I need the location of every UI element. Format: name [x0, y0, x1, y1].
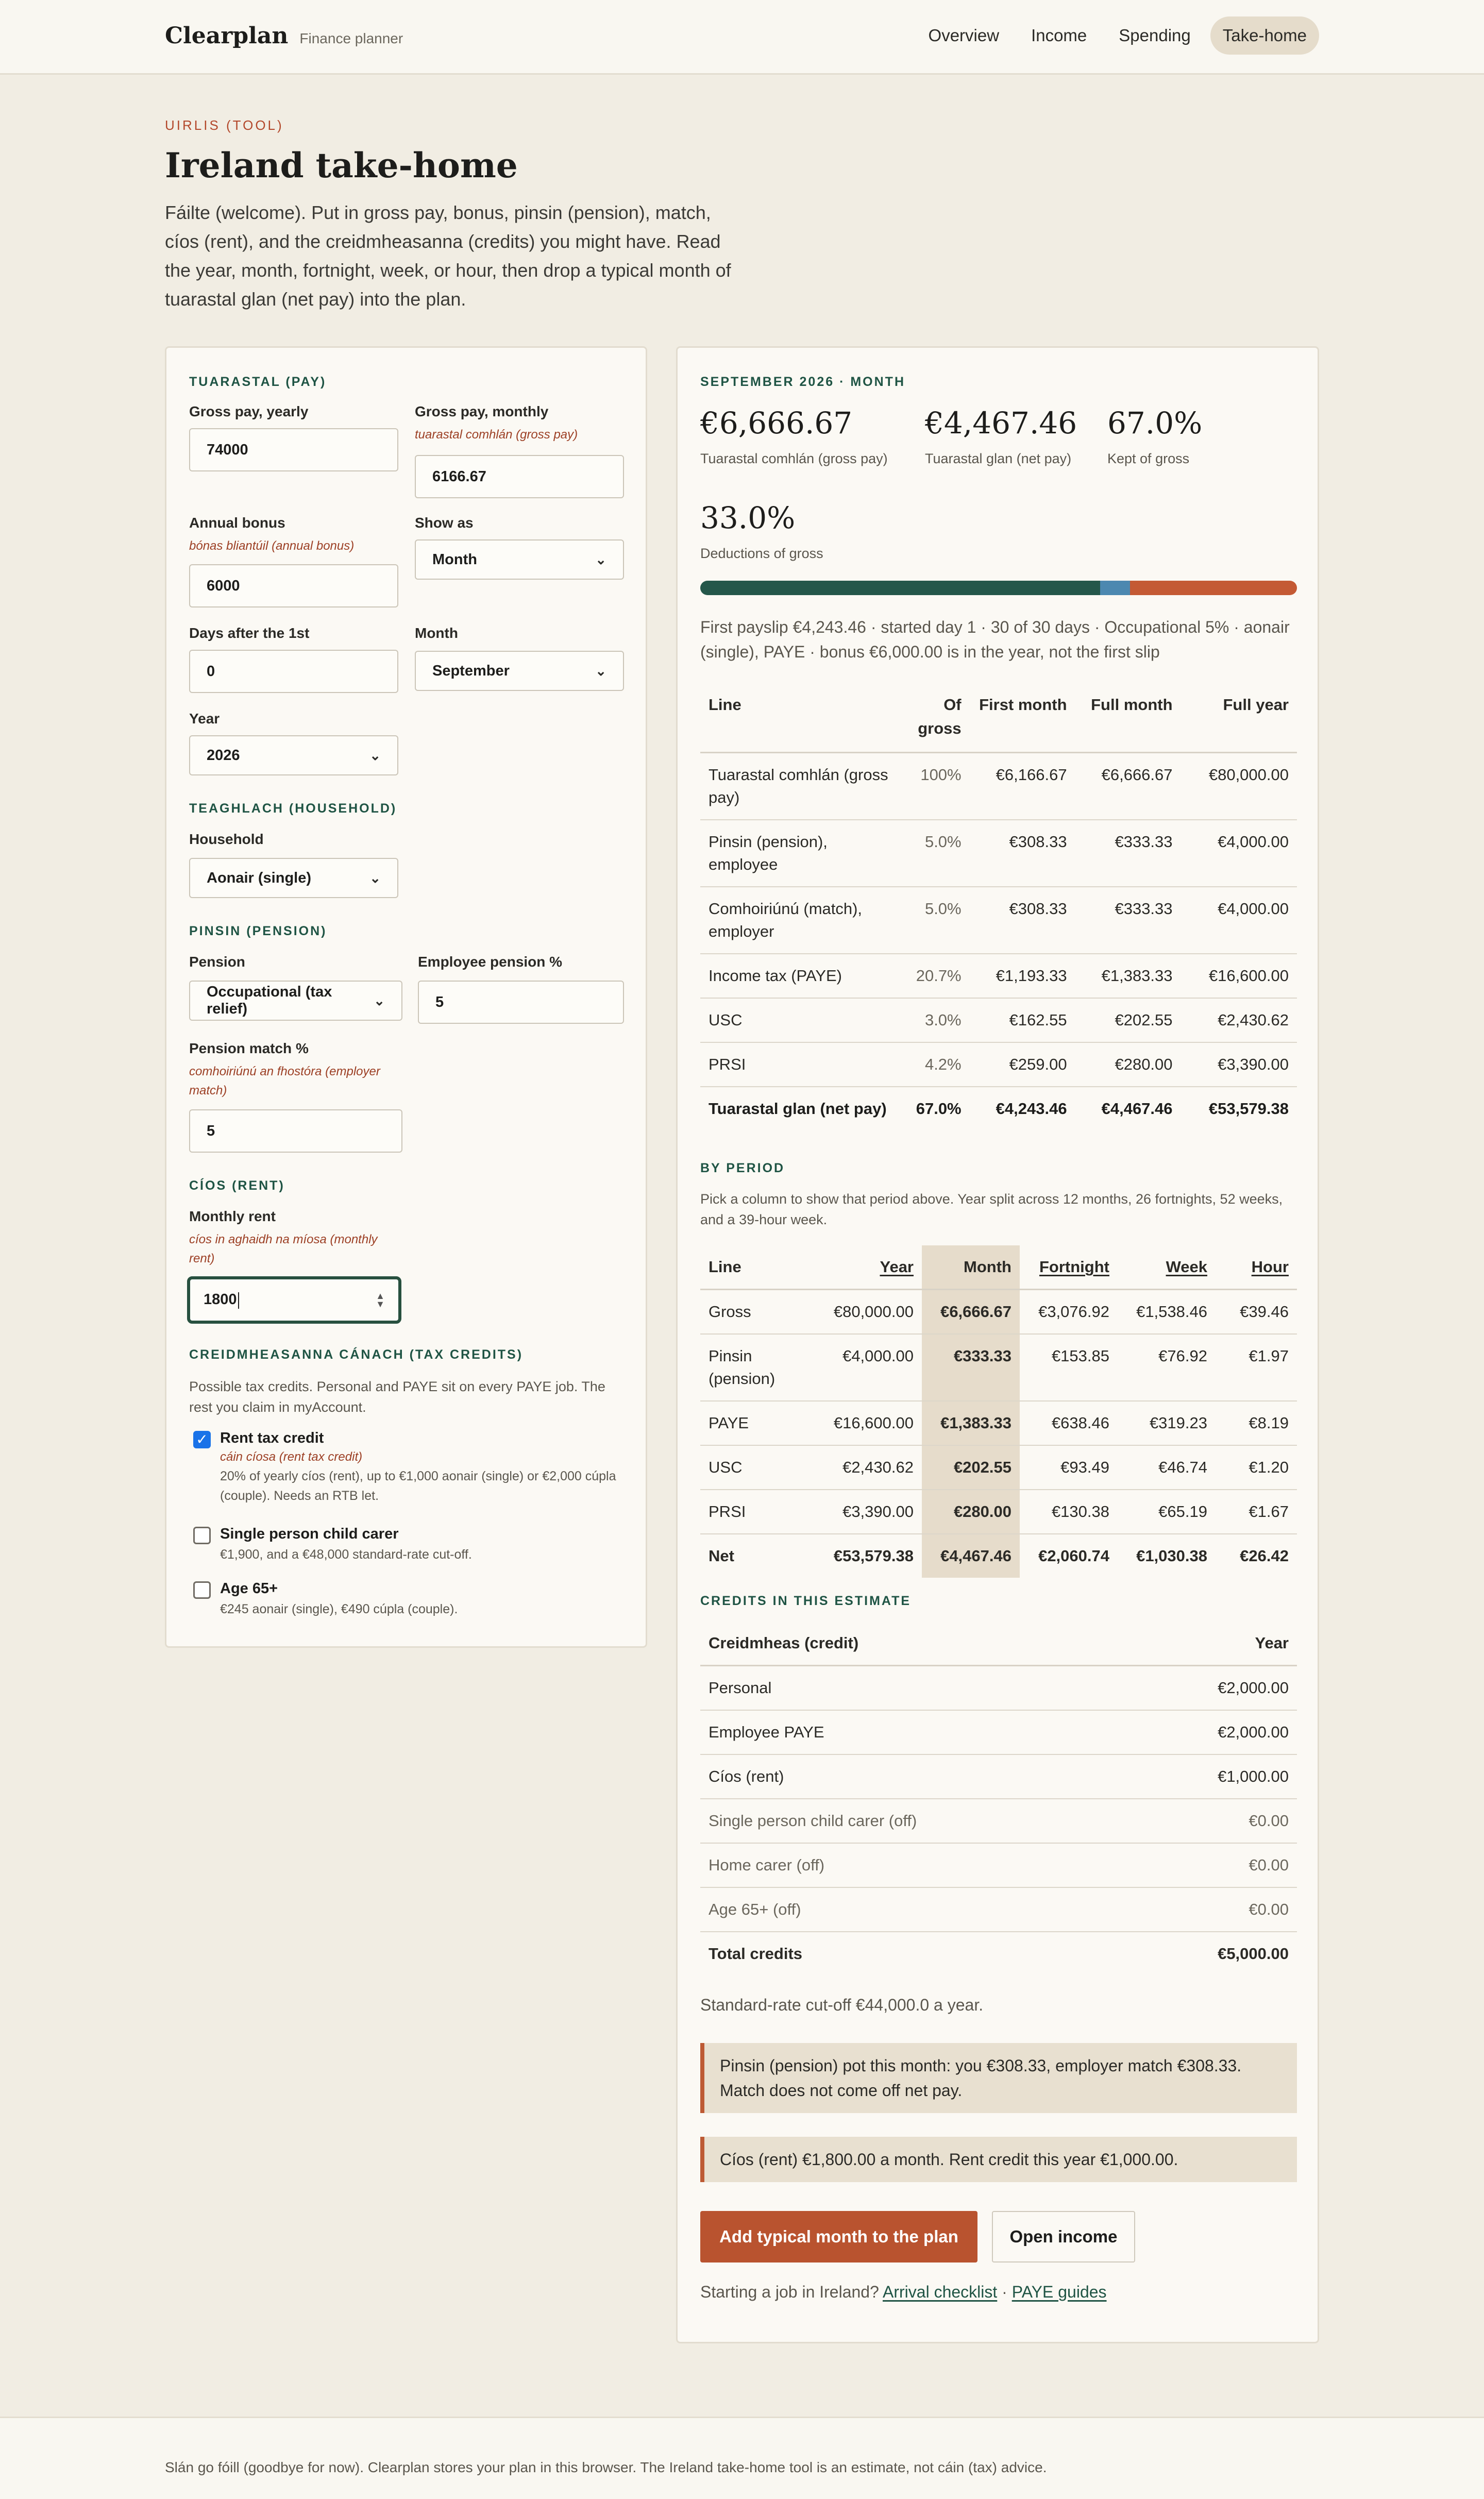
line-label: USC: [700, 998, 901, 1042]
month-label: Month: [415, 625, 458, 641]
credit-option-desc: 20% of yearly cíos (rent), up to €1,000 aonair (single) or €2,000 cúpla (couple). Needs an RTB let.: [220, 1469, 616, 1503]
full-year-cell: €53,579.38: [1208, 1100, 1289, 1118]
stat-caption: Deductions of gross: [700, 546, 823, 561]
week-cell: €46.74: [1118, 1445, 1216, 1490]
credit-option-rent[interactable]: [193, 1430, 626, 1506]
pay-section-heading: TUARASTAL (PAY): [189, 375, 327, 389]
credit-year-cell: €2,000.00: [1129, 1666, 1297, 1711]
deductions-segment: [1130, 581, 1297, 595]
first-month-cell: €308.33: [970, 820, 1075, 887]
year-cell: €53,579.38: [833, 1547, 914, 1565]
employee-pension-label: Employee pension %: [418, 954, 563, 970]
page-title: Ireland take-home: [165, 145, 518, 185]
table-row: [700, 820, 1297, 887]
credit-name-cell: Cíos (rent): [700, 1754, 1129, 1799]
col-week-label: Week: [1166, 1258, 1207, 1276]
page-eyebrow: UIRLIS (TOOL): [165, 117, 284, 133]
table-row: [700, 887, 1297, 954]
line-label: PRSI: [700, 1042, 901, 1087]
full-year-cell: €3,390.00: [1181, 1042, 1297, 1087]
stat-caption: Tuarastal glan (net pay): [925, 451, 1072, 466]
line-label: PAYE: [700, 1401, 819, 1445]
credit-option-title: Rent tax credit: [220, 1430, 324, 1446]
gross-monthly-hint: tuarastal comhlán (gross pay): [415, 428, 578, 442]
stat-caption: Tuarastal comhlán (gross pay): [700, 451, 888, 466]
month-select[interactable]: [415, 651, 624, 691]
match-input[interactable]: [189, 1109, 402, 1153]
credit-option-title: Single person child carer: [220, 1526, 399, 1542]
full-month-cell: €202.55: [1075, 998, 1181, 1042]
chevron-down-icon: ⌄: [595, 551, 606, 567]
credit-option-desc: €245 aonair (single), €490 cúpla (couple).: [220, 1602, 458, 1616]
of-gross-cell: 5.0%: [901, 820, 969, 887]
gross-yearly-label: Gross pay, yearly: [189, 403, 309, 419]
pension-label: Pension: [189, 954, 245, 970]
link-separator: ·: [1002, 2283, 1007, 2301]
checkbox-unchecked[interactable]: [193, 1581, 211, 1599]
credit-year-cell: €5,000.00: [1218, 1945, 1289, 1963]
match-label: Pension match %: [189, 1040, 309, 1056]
credit-option-age[interactable]: [193, 1580, 626, 1619]
col-first-month-label: First month: [979, 696, 1067, 714]
table-header-row: [700, 684, 1297, 753]
full-year-cell: €80,000.00: [1181, 753, 1297, 820]
col-week[interactable]: [1118, 1245, 1216, 1290]
first-month-cell: €259.00: [970, 1042, 1075, 1087]
top-bar: [0, 0, 1484, 75]
footer-text: Slán go fóill (goodbye for now). Clearplan stores your plan in this browser. The Ireland take-home tool is an estimate, not cáin (tax) advice.: [165, 2459, 1047, 2475]
rent-label: Monthly rent: [189, 1208, 276, 1224]
full-month-cell: €6,666.67: [1075, 753, 1181, 820]
table-row: [700, 1932, 1297, 1975]
first-month-cell: €308.33: [970, 887, 1075, 954]
credit-option-title: Age 65+: [220, 1580, 278, 1597]
brand-name: Clearplan: [165, 23, 289, 49]
of-gross-cell: 20.7%: [901, 954, 969, 998]
month-value: September: [432, 662, 510, 679]
rent-section-heading: CÍOS (RENT): [189, 1178, 285, 1193]
of-gross-cell: 4.2%: [901, 1042, 969, 1087]
rent-input[interactable]: [187, 1276, 401, 1324]
credits-note: Possible tax credits. Personal and PAYE sit on every PAYE job. The rest you claim in myAccount.: [189, 1379, 605, 1415]
fortnight-cell: €2,060.74: [1038, 1547, 1109, 1565]
stat-value: 67.0%: [1107, 406, 1203, 441]
credit-name-cell: Home carer (off): [700, 1843, 1129, 1887]
page-intro: Fáilte (welcome). Put in gross pay, bonus, pinsin (pension), match, cíos (rent), and the creidmheasanna (credits) you might have. Read the year, month, fortnight, week, or hour, then drop a typical month of tuarastal glan (net pay) into the plan.: [165, 202, 731, 310]
gross-yearly-value: 74000: [207, 441, 248, 458]
full-year-cell: €16,600.00: [1181, 954, 1297, 998]
credit-year-cell: €0.00: [1129, 1799, 1297, 1843]
month-cell: €4,467.46: [922, 1534, 1020, 1578]
credit-name-cell: Age 65+ (off): [700, 1887, 1129, 1932]
rent-value: 1800: [204, 1291, 237, 1308]
table-row: [700, 1754, 1297, 1799]
col-of-gross-label: Of gross: [918, 696, 962, 737]
hour-cell: €1.20: [1216, 1445, 1297, 1490]
month-cell: €202.55: [922, 1445, 1020, 1490]
year-cell: €3,390.00: [819, 1490, 922, 1534]
net-pay-segment: [700, 581, 1100, 595]
col-full-year: Full year: [1181, 684, 1297, 753]
results-card: [676, 346, 1319, 2343]
credit-name-cell: Personal: [700, 1666, 1129, 1711]
col-fortnight[interactable]: [1020, 1245, 1118, 1290]
fortnight-cell: €93.49: [1020, 1445, 1118, 1490]
fortnight-cell: €3,076.92: [1020, 1290, 1118, 1335]
stat-caption: Kept of gross: [1107, 451, 1190, 466]
table-row: [700, 998, 1297, 1042]
hour-cell: €1.97: [1216, 1334, 1297, 1401]
input-form-card: [165, 346, 647, 1648]
col-credit: Creidmheas (credit): [700, 1622, 1129, 1666]
full-month-cell: €333.33: [1075, 887, 1181, 954]
table-row: [700, 1799, 1297, 1843]
add-to-plan-button[interactable]: Add typical month to the plan: [700, 2211, 977, 2262]
month-cell: €6,666.67: [922, 1290, 1020, 1335]
nav-take-home[interactable]: Take-home: [1210, 16, 1319, 55]
employee-pension-value: 5: [435, 993, 444, 1010]
of-gross-cell: 67.0%: [916, 1100, 962, 1118]
week-cell: €65.19: [1118, 1490, 1216, 1534]
rent-hint: cíos in aghaidh na míosa (monthly rent): [189, 1232, 378, 1265]
bonus-hint: bónas bliantúil (annual bonus): [189, 539, 355, 553]
line-label: Tuarastal glan (net pay): [709, 1100, 887, 1118]
gross-monthly-input[interactable]: [415, 455, 624, 498]
arrival-links: [700, 2283, 1107, 2302]
col-of-gross: [901, 684, 969, 753]
footer: [0, 2417, 1484, 2499]
line-label: USC: [700, 1445, 819, 1490]
bonus-label: Annual bonus: [189, 515, 285, 531]
stat-net: [925, 406, 1077, 467]
gross-yearly-input[interactable]: [189, 428, 398, 471]
checkbox-checked[interactable]: ✓: [193, 1431, 211, 1448]
of-gross-cell: 100%: [901, 753, 969, 820]
week-cell: €1,538.46: [1118, 1290, 1216, 1335]
table-row: [700, 1666, 1297, 1711]
first-month-cell: €4,243.46: [996, 1100, 1067, 1118]
employee-pension-input[interactable]: [418, 981, 624, 1024]
chevron-down-icon: ⌄: [369, 747, 381, 763]
fortnight-cell: €130.38: [1020, 1490, 1118, 1534]
table-row: [700, 1290, 1297, 1335]
match-value: 5: [207, 1122, 215, 1139]
week-cell: €76.92: [1118, 1334, 1216, 1401]
match-hint: comhoiriúnú an fhostóra (employer match): [189, 1065, 380, 1097]
brand[interactable]: [165, 23, 403, 49]
chevron-down-icon: ⌄: [369, 870, 381, 886]
of-gross-cell: 5.0%: [901, 887, 969, 954]
table-header-row: [700, 1245, 1297, 1290]
line-label: Net: [709, 1547, 734, 1565]
household-value: Aonair (single): [207, 869, 312, 886]
days-value: 0: [207, 663, 215, 680]
stat-value: €6,666.67: [700, 406, 853, 441]
chevron-down-icon: ⌄: [595, 663, 606, 679]
credit-name-cell: Employee PAYE: [700, 1710, 1129, 1754]
credit-option-desc: €1,900, and a €48,000 standard-rate cut-off.: [220, 1547, 472, 1562]
table-row: [700, 1445, 1297, 1490]
year-cell: €4,000.00: [819, 1334, 922, 1401]
nav-spending[interactable]: Spending: [1119, 26, 1191, 45]
bonus-value: 6000: [207, 577, 240, 594]
credits-section-heading: CREIDMHEASANNA CÁNACH (TAX CREDITS): [189, 1347, 524, 1362]
chevron-down-icon: ⌄: [374, 992, 385, 1008]
first-month-cell: €162.55: [970, 998, 1075, 1042]
table-row: [700, 753, 1297, 820]
gross-monthly-value: 6166.67: [432, 468, 486, 485]
year-cell: €16,600.00: [819, 1401, 922, 1445]
household-section-heading: TEAGHLACH (HOUSEHOLD): [189, 801, 397, 816]
week-cell: €319.23: [1118, 1401, 1216, 1445]
credit-year-cell: €1,000.00: [1129, 1754, 1297, 1799]
stat-value: 33.0%: [700, 500, 796, 535]
arrival-checklist-link[interactable]: Arrival checklist: [883, 2283, 998, 2301]
col-line: Line: [700, 684, 901, 753]
col-year-label: Year: [880, 1258, 914, 1276]
hour-cell: €8.19: [1216, 1401, 1297, 1445]
table-row: [700, 1334, 1297, 1401]
credit-option-child-carer[interactable]: [193, 1526, 626, 1564]
col-month-selected[interactable]: [922, 1245, 1020, 1290]
hour-cell: €1.67: [1216, 1490, 1297, 1534]
bonus-input[interactable]: [189, 564, 398, 607]
col-year[interactable]: [819, 1245, 922, 1290]
year-label: Year: [189, 711, 220, 727]
fortnight-cell: €638.46: [1020, 1401, 1118, 1445]
stat-deductions: [700, 500, 823, 562]
credit-name-cell: Single person child carer (off): [700, 1799, 1129, 1843]
pension-select[interactable]: [189, 981, 402, 1021]
col-line: Line: [700, 1245, 819, 1290]
year-cell: €80,000.00: [819, 1290, 922, 1335]
stat-kept: [1107, 406, 1202, 467]
period-table: [700, 1245, 1297, 1578]
line-label: Income tax (PAYE): [700, 954, 901, 998]
credit-option-sub: cáin cíosa (rent tax credit): [220, 1450, 363, 1464]
table-row: [700, 1534, 1297, 1578]
gross-monthly-label: Gross pay, monthly: [415, 403, 549, 419]
rent-callout: Cíos (rent) €1,800.00 a month. Rent credit this year €1,000.00.: [700, 2137, 1297, 2182]
credits-estimate-heading: CREDITS IN THIS ESTIMATE: [700, 1594, 912, 1608]
col-full-month: Full month: [1075, 684, 1181, 753]
show-as-select[interactable]: [415, 539, 624, 580]
full-year-cell: €4,000.00: [1181, 820, 1297, 887]
credit-name-cell: Total credits: [709, 1945, 803, 1963]
nav-income[interactable]: Income: [1031, 26, 1087, 45]
pension-value: Occupational (tax relief): [207, 984, 332, 1017]
number-spinner-icon[interactable]: ▲ ▼: [376, 1291, 385, 1309]
period-heading: SEPTEMBER 2026 · MONTH: [700, 375, 906, 389]
hour-cell: €26.42: [1240, 1547, 1289, 1565]
year-select[interactable]: [189, 735, 398, 775]
year-value: 2026: [207, 747, 240, 764]
first-month-cell: €1,193.33: [970, 954, 1075, 998]
show-as-value: Month: [432, 551, 477, 568]
credits-table: [700, 1622, 1297, 1975]
by-period-heading: BY PERIOD: [700, 1161, 785, 1175]
stat-gross: [700, 406, 888, 467]
col-first-month: [970, 684, 1075, 753]
line-label: Tuarastal comhlán (gross pay): [700, 753, 901, 820]
line-label: Comhoiriúnú (match), employer: [700, 887, 901, 954]
credit-year-cell: €0.00: [1129, 1843, 1297, 1887]
col-fortnight-label: Fortnight: [1039, 1258, 1109, 1276]
household-select[interactable]: [189, 858, 398, 898]
pay-split-bar: [700, 581, 1297, 595]
nav-overview[interactable]: Overview: [928, 26, 1000, 45]
week-cell: €1,030.38: [1136, 1547, 1207, 1565]
col-hour-label: Hour: [1251, 1258, 1289, 1276]
table-header-row: [700, 1622, 1297, 1666]
credit-year-cell: €2,000.00: [1129, 1710, 1297, 1754]
household-label: Household: [189, 831, 264, 847]
full-year-cell: €4,000.00: [1181, 887, 1297, 954]
first-month-cell: €6,166.67: [970, 753, 1075, 820]
month-cell: €1,383.33: [922, 1401, 1020, 1445]
text-caret: [238, 1292, 239, 1309]
full-month-cell: €4,467.46: [1101, 1100, 1173, 1118]
table-row: [700, 1710, 1297, 1754]
fortnight-cell: €153.85: [1020, 1334, 1118, 1401]
full-month-cell: €1,383.33: [1075, 954, 1181, 998]
days-label: Days after the 1st: [189, 625, 310, 641]
full-month-cell: €280.00: [1075, 1042, 1181, 1087]
pension-segment: [1100, 581, 1130, 595]
table-row: [700, 1490, 1297, 1534]
paye-guides-link[interactable]: PAYE guides: [1011, 2283, 1107, 2301]
checkbox-unchecked[interactable]: [193, 1527, 211, 1544]
table-row: [700, 1887, 1297, 1932]
pension-callout: Pinsin (pension) pot this month: you €308.33, employer match €308.33. Match does not come off net pay.: [700, 2043, 1297, 2113]
show-as-label: Show as: [415, 515, 474, 531]
hour-cell: €39.46: [1216, 1290, 1297, 1335]
line-label: Pinsin (pension), employee: [700, 820, 901, 887]
table-row: [700, 1042, 1297, 1087]
table-row: [700, 1401, 1297, 1445]
line-label: PRSI: [700, 1490, 819, 1534]
by-period-note: Pick a column to show that period above. Year split across 12 months, 26 fortnights, 52 weeks, and a 39-hour week.: [700, 1191, 1283, 1227]
breakdown-table: [700, 684, 1297, 1130]
year-cell: €2,430.62: [819, 1445, 922, 1490]
stat-value: €4,467.46: [925, 406, 1077, 441]
month-cell: €333.33: [922, 1334, 1020, 1401]
credit-year-cell: €0.00: [1129, 1887, 1297, 1932]
brand-tagline: Finance planner: [299, 30, 403, 46]
open-income-button[interactable]: Open income: [992, 2211, 1135, 2262]
first-payslip-summary: First payslip €4,243.46 · started day 1 · 30 of 30 days · Occupational 5% · aonair (single), PAYE · bonus €6,000.00 is in the year, not the first slip: [700, 618, 1290, 661]
line-label: Pinsin (pension): [700, 1334, 819, 1401]
table-row: [700, 954, 1297, 998]
arrival-prefix: Starting a job in Ireland?: [700, 2283, 879, 2301]
col-month-label: Month: [964, 1258, 1011, 1276]
days-input[interactable]: [189, 650, 398, 693]
table-row: [700, 1843, 1297, 1887]
full-month-cell: €333.33: [1075, 820, 1181, 887]
col-hour[interactable]: [1216, 1245, 1297, 1290]
col-credit-year: Year: [1129, 1622, 1297, 1666]
full-year-cell: €2,430.62: [1181, 998, 1297, 1042]
line-label: Gross: [700, 1290, 819, 1335]
main-nav: [916, 16, 1319, 55]
standard-rate-cutoff: Standard-rate cut-off €44,000.0 a year.: [700, 1996, 984, 2014]
month-cell: €280.00: [922, 1490, 1020, 1534]
pension-section-heading: PINSIN (PENSION): [189, 924, 327, 938]
of-gross-cell: 3.0%: [901, 998, 969, 1042]
table-row: [700, 1087, 1297, 1130]
